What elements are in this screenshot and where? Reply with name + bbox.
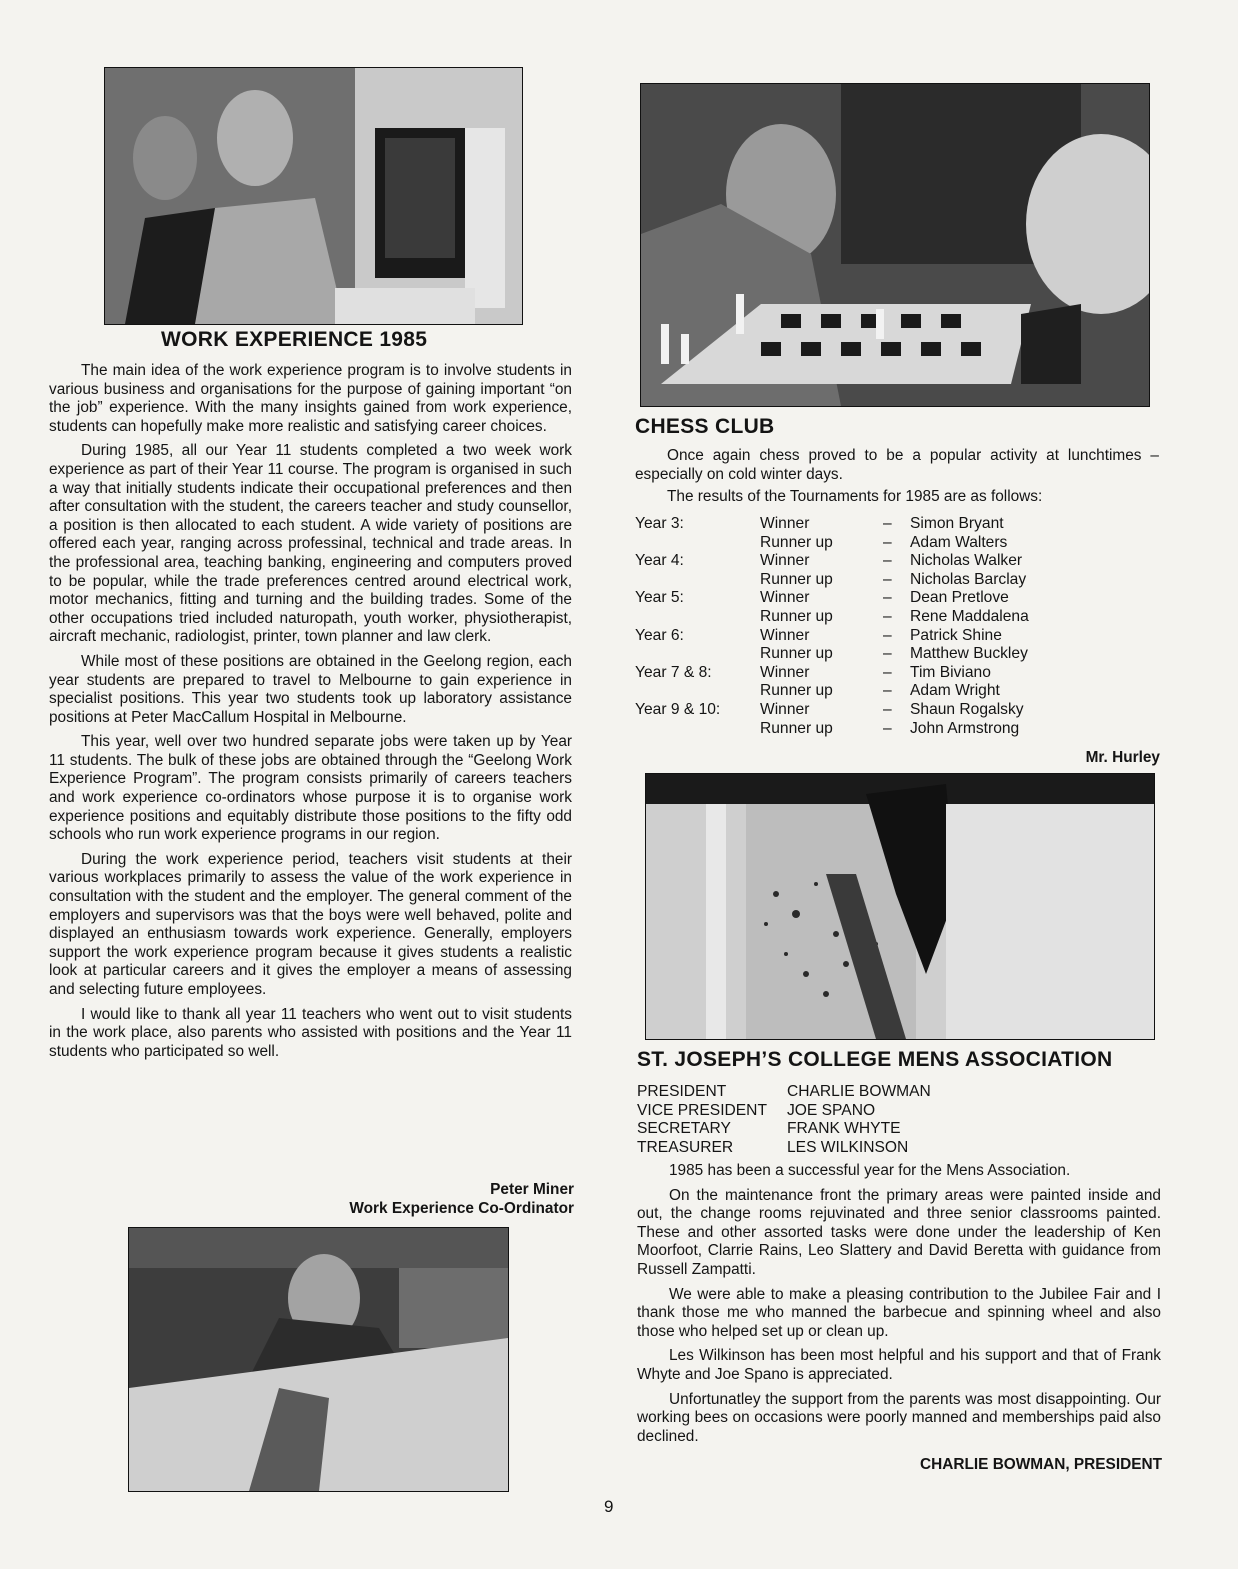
officer-name: FRANK WHYTE: [787, 1120, 901, 1138]
result-dash: –: [883, 552, 892, 570]
photo-student-woodwork: [128, 1227, 509, 1492]
result-year: [635, 645, 760, 664]
result-name: Rene Maddalena: [910, 607, 1029, 625]
officer-row: [637, 1139, 931, 1158]
work-experience-paragraph: During 1985, all our Year 11 students completed a two week work experience as part of their Year 11 course. The program is organised in such a way that initially students indicate their occupational preferences and then after consultation with the student, the careers teacher and study counsellor, a position is then allocated to each student. A wide variety of positions are offered each year, ranging across professinal, technical and trade areas. In the professional area, teaching banking, engineering and computers proved to be popular, while the trade preferences centred around electrical work, motor mechanics, fitting and turning and the building trades. Some of the other occupations tried included naturopath, youth worker, physiotherapist, aircraft mechanic, radiologist, printer, town planner and law clerk.: [49, 442, 572, 646]
work-experience-title: WORK EXPERIENCE 1985: [161, 328, 428, 351]
officers-list: [637, 1083, 931, 1157]
result-year: Year 7 & 8:: [635, 663, 712, 681]
result-place: Winner: [760, 589, 810, 607]
result-year: [635, 571, 760, 590]
result-row: [635, 552, 1110, 571]
officer-row: [637, 1083, 931, 1102]
work-experience-paragraph: While most of these positions are obtained in the Geelong region, each year students are prepared to travel to Melbourne to gain experience in specialist positions. This year two students took up laboratory assistance positions at Peter MacCallum Hospital in Melbourne.: [49, 652, 572, 726]
photo-chess-players: [640, 83, 1150, 407]
photo-computer-students: [104, 67, 523, 325]
result-year: Year 9 & 10:: [635, 700, 721, 718]
result-dash: –: [883, 533, 892, 551]
result-row: [635, 645, 1110, 664]
result-year: [635, 682, 760, 701]
photo-painting-ceiling: [645, 773, 1155, 1040]
officer-row: [637, 1102, 931, 1121]
result-row: [635, 589, 1110, 608]
mens-association-paragraph: We were able to make a pleasing contribution to the Jubilee Fair and I thank those me who manned the barbecue and spinning wheel and also those who helped set up or clean up.: [637, 1285, 1161, 1340]
result-place: Runner up: [760, 607, 833, 625]
signature-title: Work Experience Co-Ordinator: [349, 1200, 574, 1217]
result-name: Nicholas Barclay: [910, 570, 1027, 588]
result-name: Adam Wright: [910, 682, 1000, 700]
result-name: Nicholas Walker: [910, 552, 1023, 570]
result-name: John Armstrong: [910, 719, 1020, 737]
result-dash: –: [883, 663, 892, 681]
officer-name: LES WILKINSON: [787, 1138, 909, 1156]
officer-role: SECRETARY: [637, 1120, 731, 1138]
mens-association-paragraph: On the maintenance front the primary areas were painted inside and out, the change rooms rejuvinated and three senior classrooms painted. These and other assorted tasks were done under the leadership of Ken Moorfoot, Clarrie Rains, Leo Slattery and David Beretta with guidance from Russell Zampatti.: [637, 1186, 1161, 1278]
result-place: Runner up: [760, 570, 833, 588]
result-row: [635, 534, 1110, 553]
result-name: Tim Biviano: [910, 663, 991, 681]
mens-association-paragraph: 1985 has been a successful year for the Mens Association.: [669, 1162, 1071, 1179]
work-experience-paragraph: I would like to thank all year 11 teachers who went out to visit students in the work place, also parents who assisted with positions and the Year 11 students who participated so well.: [49, 1005, 572, 1060]
result-name: Dean Pretlove: [910, 589, 1009, 607]
mens-association-body: [637, 1162, 1161, 1452]
mens-association-title: ST. JOSEPH’S COLLEGE MENS ASSOCIATION: [637, 1048, 1113, 1071]
work-experience-body: [49, 362, 572, 1067]
result-dash: –: [883, 570, 892, 588]
chess-club-intro: Once again chess proved to be a popular activity at lunchtimes – especially on cold winter days.: [635, 447, 1159, 483]
work-experience-paragraph: This year, well over two hundred separate jobs were taken up by Year 11 students. The bulk of these jobs are obtained through the “Geelong Work Experience Program”. The program consists primarily of careers teachers and work experience co-ordinators whose purpose it is to organise work experience positions and equitably distribute those positions to the fifty odd schools who run work experience programs in our region.: [49, 733, 572, 844]
result-dash: –: [883, 645, 892, 663]
result-year: Year 5:: [635, 589, 684, 607]
result-place: Winner: [760, 626, 810, 644]
work-experience-paragraph: The main idea of the work experience program is to involve students in various business and organisations for the purpose of gaining important “on the job” experience. With the many insights gained from work experience, students can hopefully make more realistic and satisfying career choices.: [49, 362, 572, 435]
result-row: [635, 701, 1110, 720]
result-place: Winner: [760, 663, 810, 681]
officer-name: JOE SPANO: [787, 1101, 876, 1119]
result-year: Year 6:: [635, 626, 684, 644]
result-row: [635, 515, 1110, 534]
result-name: Shaun Rogalsky: [910, 700, 1024, 718]
result-year: [635, 720, 760, 739]
chess-signature: Mr. Hurley: [1085, 749, 1160, 766]
result-year: [635, 534, 760, 553]
result-dash: –: [883, 626, 892, 644]
mens-association-paragraph: Unfortunatley the support from the parents was most disappointing. Our working bees on occasions were poorly manned and memberships paid also declined.: [637, 1390, 1161, 1445]
result-place: Runner up: [760, 719, 833, 737]
result-name: Matthew Buckley: [910, 645, 1028, 663]
result-row: [635, 608, 1110, 627]
result-row: [635, 664, 1110, 683]
result-name: Patrick Shine: [910, 626, 1002, 644]
officer-role: TREASURER: [637, 1138, 734, 1156]
result-dash: –: [883, 515, 892, 532]
result-year: [635, 608, 760, 627]
chess-club-title: CHESS CLUB: [635, 415, 775, 438]
work-experience-signature: [250, 1180, 574, 1218]
signature-name: Peter Miner: [490, 1181, 574, 1198]
officer-role: PRESIDENT: [637, 1083, 727, 1100]
result-name: Simon Bryant: [910, 515, 1004, 532]
result-row: [635, 682, 1110, 701]
page-number: 9: [604, 1497, 614, 1516]
mens-association-signature: CHARLIE BOWMAN, PRESIDENT: [920, 1456, 1162, 1473]
chess-club-intro-block: [635, 447, 1159, 509]
officer-row: [637, 1120, 931, 1139]
result-year: Year 4:: [635, 552, 684, 570]
result-place: Winner: [760, 552, 810, 570]
result-dash: –: [883, 589, 892, 607]
chess-results-intro: The results of the Tournaments for 1985 are as follows:: [667, 488, 1043, 506]
result-dash: –: [883, 719, 892, 737]
result-place: Runner up: [760, 682, 833, 700]
result-place: Runner up: [760, 533, 833, 551]
result-place: Winner: [760, 700, 810, 718]
result-place: Winner: [760, 515, 810, 532]
work-experience-paragraph: During the work experience period, teachers visit students at their various workplaces primarily to assess the value of the work experience in consultation with the student and the employer. The general comment of the employers and supervisors was that the boys were well behaved, polite and displayed an enthusiasm towards work experience. Generally, employers support the work experience program because it gives students a realistic look at particular careers and it gives the employer a means of assessing and selecting future employees.: [49, 850, 572, 998]
result-dash: –: [883, 607, 892, 625]
result-row: [635, 720, 1110, 739]
result-dash: –: [883, 682, 892, 700]
officer-role: VICE PRESIDENT: [637, 1101, 767, 1119]
mens-association-paragraph: Les Wilkinson has been most helpful and his support and that of Frank Whyte and Joe Spano is appreciated.: [637, 1347, 1161, 1383]
result-name: Adam Walters: [910, 533, 1008, 551]
result-row: [635, 571, 1110, 590]
result-row: [635, 627, 1110, 646]
result-place: Runner up: [760, 645, 833, 663]
officer-name: CHARLIE BOWMAN: [787, 1083, 931, 1100]
result-dash: –: [883, 700, 892, 718]
result-year: Year 3:: [635, 515, 684, 532]
chess-results: [635, 515, 1110, 738]
chess-results-table: [635, 515, 1110, 738]
